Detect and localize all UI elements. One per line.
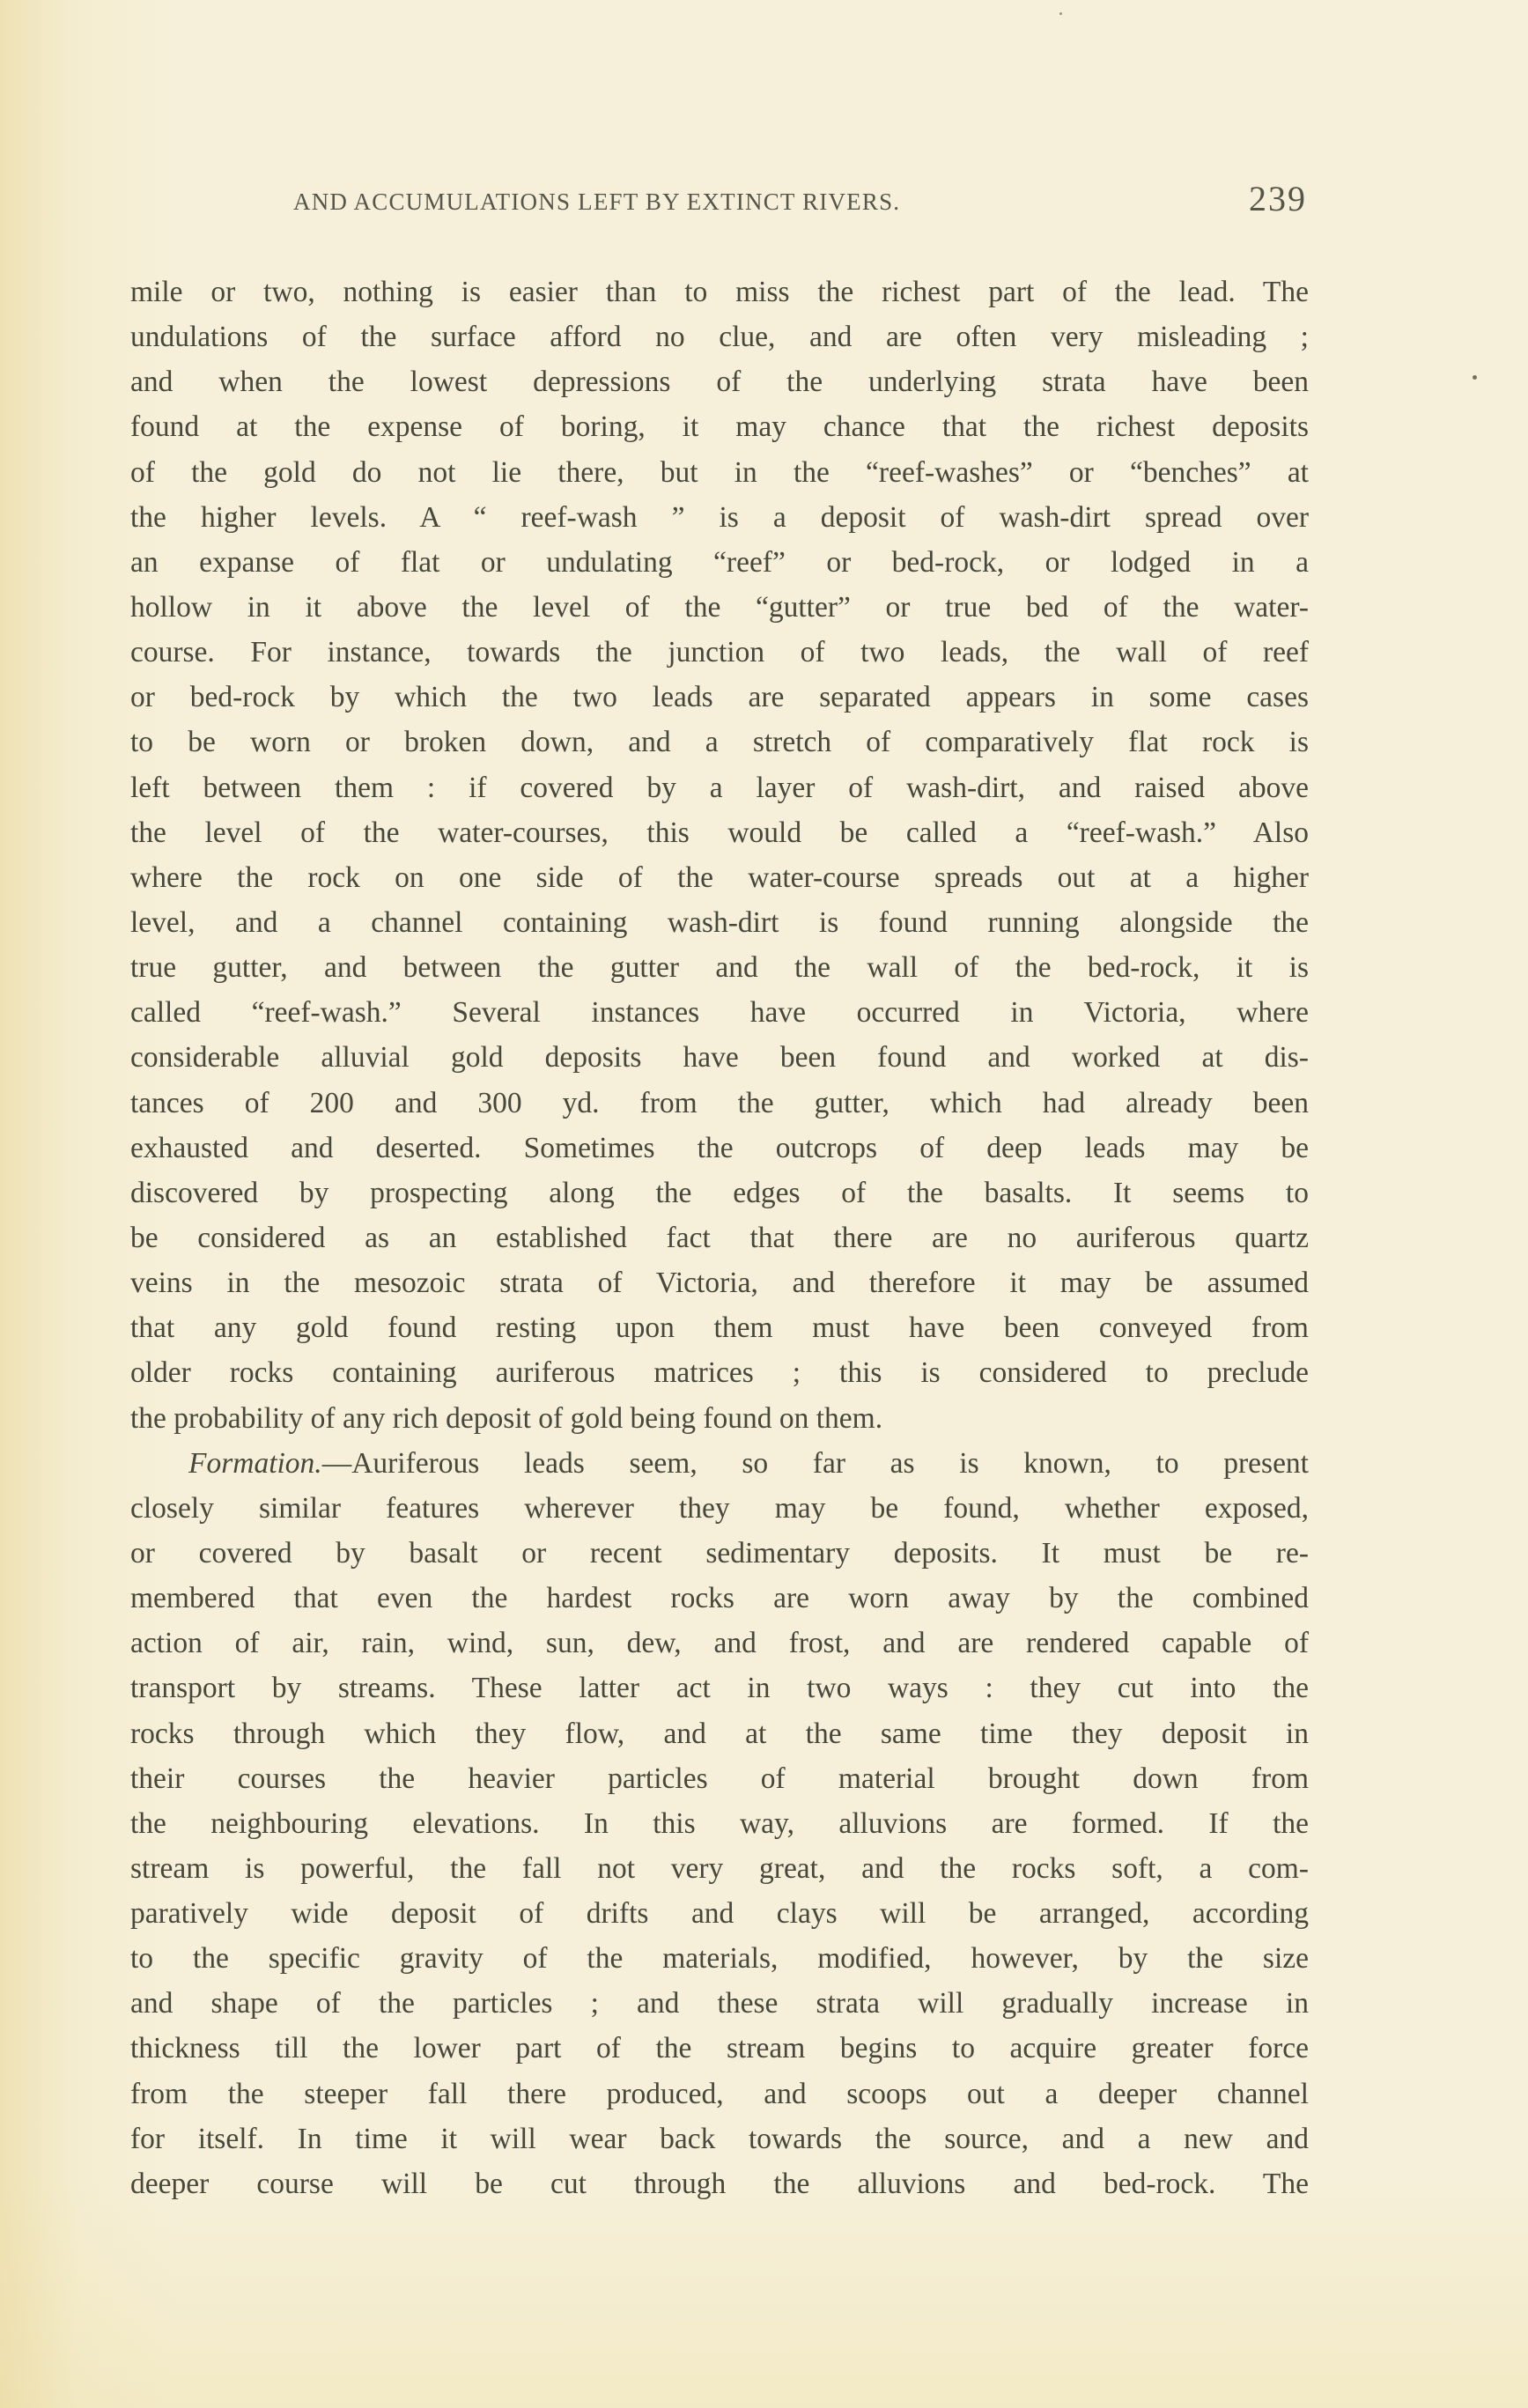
- text-line: or covered by basalt or recent sedimentary deposits. It must be re-: [130, 1536, 1309, 1570]
- text-line: undulations of the surface afford no clue, and are often very misleading ;: [130, 321, 1309, 354]
- text-line: considerable alluvial gold deposits have been found and worked at dis-: [130, 1041, 1309, 1075]
- section-lead-italic: Formation.: [188, 1446, 322, 1480]
- text-line: or bed-rock by which the two leads are separated appears in some cases: [130, 681, 1309, 714]
- text-line: deeper course will be cut through the alluvions and bed-rock. The: [130, 2167, 1309, 2200]
- text-line: where the rock on one side of the water-course spreads out at a higher: [130, 861, 1309, 894]
- text-line: level, and a channel containing wash-dirt is found running alongside the: [130, 905, 1309, 939]
- text-line: the level of the water-courses, this would be called a “reef-wash.” Also: [130, 816, 1309, 849]
- text-line: left between them : if covered by a layer of wash-dirt, and raised above: [130, 771, 1309, 804]
- text-line: for itself. In time it will wear back towards the source, and a new and: [130, 2122, 1309, 2155]
- text-line: tances of 200 and 300 yd. from the gutter, which had already been: [130, 1086, 1309, 1119]
- text-line: discovered by prospecting along the edges of the basalts. It seems to: [130, 1176, 1309, 1209]
- text-line: veins in the mesozoic strata of Victoria, and therefore it may be assumed: [130, 1267, 1309, 1300]
- text-line: to be worn or broken down, and a stretch of comparatively flat rock is: [130, 726, 1309, 759]
- text-line: to the specific gravity of the materials, modified, however, by the size: [130, 1942, 1309, 1976]
- text-line: their courses the heavier particles of material brought down from: [130, 1762, 1309, 1795]
- text-line: older rocks containing auriferous matrices ; this is considered to preclude: [130, 1356, 1309, 1390]
- text-line: Formation.—Auriferous leads seem, so far as is known, to present: [188, 1446, 1309, 1480]
- paper-speck: [1473, 375, 1477, 380]
- text-line: called “reef-wash.” Several instances have occurred in Victoria, where: [130, 996, 1309, 1030]
- paragraph-formation: [130, 1444, 1309, 2210]
- text-line: be considered as an established fact that there are no auriferous quartz: [130, 1221, 1309, 1254]
- text-line: the probability of any rich deposit of gold being found on them.: [130, 1401, 883, 1435]
- text-line: closely similar features wherever they may be found, whether exposed,: [130, 1491, 1309, 1525]
- text-line: thickness till the lower part of the stream begins to acquire greater force: [130, 2032, 1309, 2065]
- text-line: the higher levels. A “ reef-wash ” is a deposit of wash-dirt spread over: [130, 500, 1309, 534]
- text-line: membered that even the hardest rocks are worn away by the combined: [130, 1582, 1309, 1615]
- running-head: AND ACCUMULATIONS LEFT BY EXTINCT RIVERS.: [293, 188, 901, 215]
- text-line: of the gold do not lie there, but in the “reef-washes” or “benches” at: [130, 455, 1309, 489]
- page-number: 239: [1249, 179, 1307, 218]
- body-text: [130, 273, 1309, 2210]
- text-line: exhausted and deserted. Sometimes the outcrops of deep leads may be: [130, 1131, 1309, 1164]
- text-line: paratively wide deposit of drifts and clays will be arranged, according: [130, 1897, 1309, 1931]
- text-line: stream is powerful, the fall not very great, and the rocks soft, a com-: [130, 1851, 1309, 1885]
- text-line: that any gold found resting upon them must have been conveyed from: [130, 1311, 1309, 1345]
- text-line: found at the expense of boring, it may chance that the richest deposits: [130, 410, 1309, 444]
- text-line: and when the lowest depressions of the underlying strata have been: [130, 366, 1309, 399]
- text-line: mile or two, nothing is easier than to miss the richest part of the lead. The: [130, 276, 1309, 308]
- text-line: the neighbouring elevations. In this way, alluvions are formed. If the: [130, 1806, 1309, 1840]
- text-line: hollow in it above the level of the “gutter” or true bed of the water-: [130, 590, 1309, 624]
- paragraph-1: [130, 273, 1309, 1444]
- text-line: action of air, rain, wind, sun, dew, and frost, and are rendered capable of: [130, 1627, 1309, 1660]
- text-line: transport by streams. These latter act in two ways : they cut into the: [130, 1672, 1309, 1705]
- text-line: rocks through which they flow, and at the same time they deposit in: [130, 1717, 1309, 1750]
- text-line: and shape of the particles ; and these strata will gradually increase in: [130, 1987, 1309, 2020]
- text-line: course. For instance, towards the junction of two leads, the wall of reef: [130, 636, 1309, 669]
- text-line: from the steeper fall there produced, and scoops out a deeper channel: [130, 2077, 1309, 2110]
- paper-speck: [1059, 12, 1062, 15]
- text-line: true gutter, and between the gutter and the wall of the bed-rock, it is: [130, 951, 1309, 985]
- text-line: an expanse of flat or undulating “reef” or bed-rock, or lodged in a: [130, 545, 1309, 579]
